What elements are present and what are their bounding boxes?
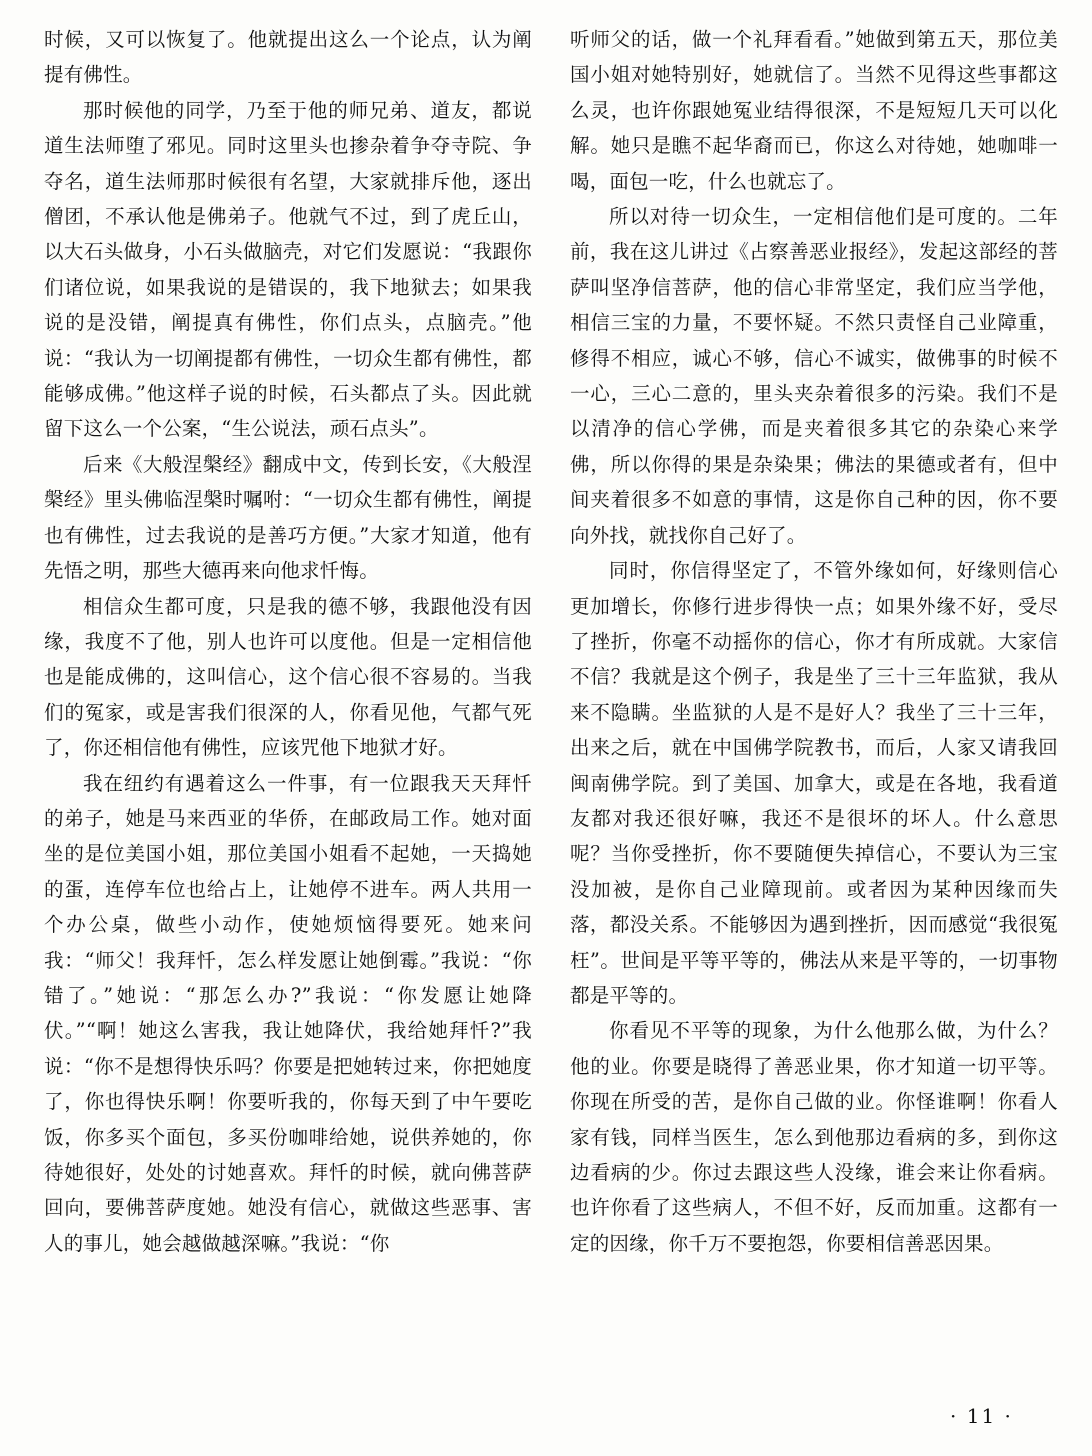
paragraph: 我在纽约有遇着这么一件事，有一位跟我天天拜忏的弟子，她是马来西亚的华侨，在邮政局工作。她对面坐的是位美国小姐，那位美国小姐看不起她，一天捣她的蛋，连停车位也给占上，让她停不进车。两人共用一个办公桌，做些小动作，使她烦恼得要死。她来问我：“师父！我拜忏，怎么样发愿让她倒霉。”我说：“你错了。”她说：“那怎么办?”我说：“你发愿让她降伏。”“啊！她这么害我，我让她降伏，我给她拜忏?”我说：“你不是想得快乐吗？你要是把她转过来，你把她度了，你也得快乐啊！你要听我的，你每天到了中午要吃饭，你多买个面包，多买份咖啡给她，说供养她的，你待她很好，处处的讨她喜欢。拜忏的时候，就向佛菩萨回向，要佛菩萨度她。她没有信心，就做这些恶事、害人的事儿，她会越做越深嘛。”我说：“你: [44, 771, 532, 1255]
right-text-column: [570, 22, 1058, 1261]
page-number: · 11 ·: [950, 1404, 1013, 1428]
paragraph: 那时候他的同学，乃至于他的师兄弟、道友，都说道生法师堕了邪见。同时这里头也掺杂着争夺寺院、争夺名，道生法师那时候很有名望，大家就排斥他，逐出僧团，不承认他是佛弟子。他就气不过，到了虎丘山，以大石头做身，小石头做脑壳，对它们发愿说：“我跟你们诸位说，如果我说的是错误的，我下地狱去；如果我说的是没错，阐提真有佛性，你们点头，点脑壳。”他说：“我认为一切阐提都有佛性，一切众生都有佛性，都能够成佛。”他这样子说的时候，石头都点了头。因此就留下这么一个公案，“生公说法，顽石点头”。: [44, 98, 532, 441]
left-text-column: [44, 22, 532, 1261]
paragraph: 时候，又可以恢复了。他就提出这么一个论点，认为阐提有佛性。: [44, 28, 532, 87]
paragraph: 听师父的话，做一个礼拜看看。”她做到第五天，那位美国小姐对她特别好，她就信了。当然不见得这些事都这么灵，也许你跟她冤业结得很深，不是短短几天可以化解。她只是瞧不起华裔而已，你这么对待她，她咖啡一喝，面包一吃，什么也就忘了。: [570, 28, 1058, 193]
paragraph: 所以对待一切众生，一定相信他们是可度的。二年前，我在这儿讲过《占察善恶业报经》，发起这部经的菩萨叫坚净信菩萨，他的信心非常坚定，我们应当学他，相信三宝的力量，不要怀疑。不然只责怪自己业障重，修得不相应，诚心不够，信心不诚实，做佛事的时候不一心，三心二意的，里头夹杂着很多的污染。我们不是以清净的信心学佛，而是夹着很多其它的杂染心来学佛，所以你得的果是杂染果；佛法的果德或者有，但中间夹着很多不如意的事情，这是你自己种的因，你不要向外找，就找你自己好了。: [570, 205, 1058, 547]
paragraph: 同时，你信得坚定了，不管外缘如何，好缘则信心更加增长，你修行进步得快一点；如果外缘不好，受尽了挫折，你毫不动摇你的信心，你才有所成就。大家信不信？我就是这个例子，我是坐了三十三年监狱，我从来不隐瞒。坐监狱的人是不是好人？我坐了三十三年，出来之后，就在中国佛学院教书，而后，人家又请我回闽南佛学院。到了美国、加拿大，或是在各地，我看道友都对我还很好嘛，我还不是很坏的坏人。什么意思呢？当你受挫折，你不要随便失掉信心，不要认为三宝没加被，是你自己业障现前。或者因为某种因缘而失落，都没关系。不能够因为遇到挫折，因而感觉“我很冤枉”。世间是平等平等的，佛法从来是平等的，一切事物都是平等的。: [570, 559, 1058, 1007]
paragraph: 相信众生都可度，只是我的德不够，我跟他没有因缘，我度不了他，别人也许可以度他。但是一定相信他也是能成佛的，这叫信心，这个信心很不容易的。当我们的冤家，或是害我们很深的人，你看见他，气都气死了，你还相信他有佛性，应该咒他下地狱才好。: [44, 594, 532, 760]
paragraph: 你看见不平等的现象，为什么他那么做，为什么？他的业。你要是晓得了善恶业果，你才知道一切平等。你现在所受的苦，是你自己做的业。你怪谁啊！你看人家有钱，同样当医生，怎么到他那边看病的多，到你这边看病的少。你过去跟这些人没缘，谁会来让你看病。也许你看了这些病人，不但不好，反而加重。这都有一定的因缘，你千万不要抱怨，你要相信善恶因果。: [570, 1019, 1058, 1255]
paragraph: 后来《大般涅槃经》翻成中文，传到长安，《大般涅槃经》里头佛临涅槃时嘱咐：“一切众生都有佛性，阐提也有佛性，过去我说的是善巧方便。”大家才知道，他有先悟之明，那些大德再来向他求忏悔。: [44, 452, 532, 583]
